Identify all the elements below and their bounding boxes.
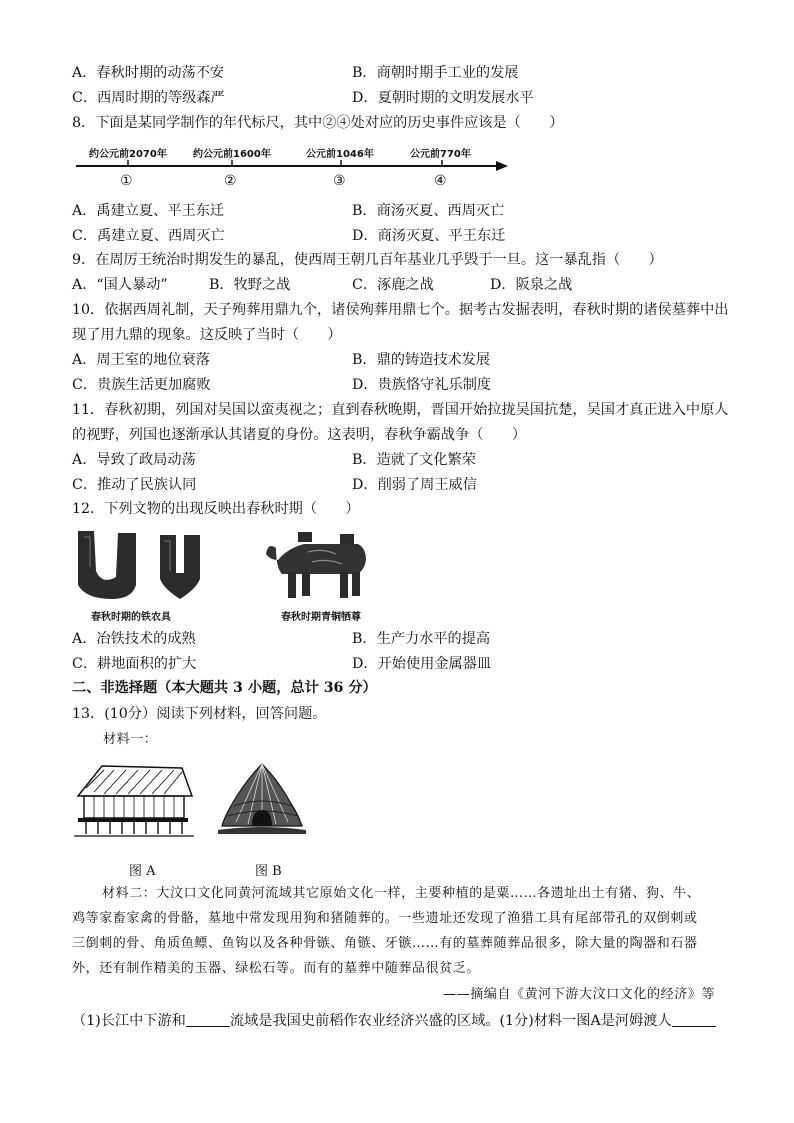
bronze-vessel-image [262, 530, 372, 602]
q9-option-c: C．涿鹿之战 [352, 277, 434, 293]
q13-sub1 [72, 1011, 716, 1031]
q7-option-a: A．春秋时期的动荡不安 [72, 65, 225, 81]
q10-stem-line2: 现了用九鼎的现象。这反映了当时（ ） [72, 327, 342, 343]
q10-option-b: B．鼎的铸造技术发展 [352, 352, 491, 368]
timeline-label-3: 公元前1046年 [306, 149, 374, 160]
q12-stem: 12．下列文物的出现反映出春秋时期（ ） [72, 501, 360, 517]
answer-blank-2[interactable] [672, 1012, 716, 1027]
q11-stem-line2: 的视野，列国也逐渐承认其诸夏的身份。这表明，春秋争霸战争（ ） [72, 427, 527, 443]
round-hut-image [216, 760, 308, 842]
q9-option-a: A．“国人暴动” [72, 277, 168, 293]
iron-tools-caption: 春秋时期的铁农具 [91, 612, 171, 623]
material-2-line2: 鸡等家畜家禽的骨骼，墓地中常发现用狗和猪随葬的。一些遗址还发现了渔猎工具有尾部带孔的双倒刺或 [72, 911, 698, 926]
q9-stem: 9．在周厉王统治时期发生的暴乱，使西周王朝几百年基业几乎毁于一旦。这一暴乱指（ ） [72, 252, 663, 268]
bronze-vessel-caption: 春秋时期青铜牺尊 [281, 612, 361, 623]
timeline-mark-2: ② [224, 173, 237, 189]
q11-option-d: D．削弱了周王威信 [352, 477, 477, 493]
q10-stem-line1: 10．依据西周礼制，天子殉葬用鼎九个，诸侯殉葬用鼎七个。据考古发掘表明，春秋时期的诸侯墓葬中出 [72, 302, 729, 318]
q7-option-c: C．西周时期的等级森严 [72, 90, 225, 106]
stilt-house-image [74, 762, 194, 842]
q8-option-c: C．禹建立夏、西周灭亡 [72, 228, 225, 244]
material-2-source: ——摘编自《黄河下游大汶口文化的经济》等 [443, 987, 716, 1002]
figure-a-caption: 图 A [129, 864, 156, 879]
q13-sub1-part-b: 流域是我国史前稻作农业经济兴盛的区域。(1分)材料一图A是河姆渡人 [229, 1013, 672, 1029]
q11-option-c: C．推动了民族认同 [72, 477, 197, 493]
timeline-label-1: 约公元前2070年 [89, 149, 167, 160]
timeline-mark-1: ① [120, 173, 133, 189]
q13-sub1-part-a: （1)长江中下游和 [72, 1013, 186, 1029]
q11-option-b: B．造就了文化繁荣 [352, 452, 476, 468]
figure-b-caption: 图 B [255, 864, 282, 879]
q12-option-d: D．开始使用金属器皿 [352, 656, 492, 672]
q8-stem: 8．下面是某同学制作的年代标尺，其中②④处对应的历史事件应该是（ ） [72, 115, 564, 131]
material-2-line1: 材料二：大汶口文化同黄河流域其它原始文化一样，主要种植的是粟……各遗址出土有猪、狗、牛、 [102, 886, 701, 901]
timeline-mark-3: ③ [333, 173, 346, 189]
q12-option-b: B．生产力水平的提高 [352, 631, 491, 647]
q10-option-c: C．贵族生活更加腐败 [72, 377, 211, 393]
q12-option-c: C．耕地面积的扩大 [72, 656, 197, 672]
q10-option-d: D．贵族恪守礼乐制度 [352, 377, 492, 393]
q8-option-a: A．禹建立夏、平王东迁 [72, 203, 225, 219]
q10-option-a: A．周王室的地位衰落 [72, 352, 210, 368]
iron-farm-tools-image [72, 527, 222, 602]
q8-option-b: B．商汤灭夏、西周灭亡 [352, 203, 505, 219]
answer-blank-1[interactable] [186, 1012, 230, 1027]
q7-option-b: B．商朝时期手工业的发展 [352, 65, 519, 81]
material-2-line3: 三倒刺的骨、角质鱼鳔、鱼钩以及各种骨镞、角镞、牙镞……有的墓葬随葬品很多，除大量的陶器和石器 [72, 936, 698, 951]
timeline-label-2: 约公元前1600年 [193, 149, 271, 160]
timeline-label-4: 公元前770年 [410, 149, 471, 160]
timeline-mark-4: ④ [434, 173, 447, 189]
q11-option-a: A．导致了政局动荡 [72, 452, 196, 468]
q8-option-d: D．商汤灭夏、平王东迁 [352, 228, 506, 244]
q11-stem-line1: 11．春秋初期，列国对吴国以蛮夷视之；直到春秋晚期，晋国开始拉拢吴国抗楚，吴国才真正进入中原人 [72, 402, 729, 418]
q13-stem: 13．(10分）阅读下列材料，回答问题。 [72, 706, 327, 722]
q9-option-d: D．阪泉之战 [490, 277, 573, 293]
q7-option-d: D．夏朝时期的文明发展水平 [352, 90, 534, 106]
q9-option-b: B．牧野之战 [209, 277, 291, 293]
material-2-line4: 外，还有制作精美的玉器、绿松石等。而有的墓葬中随葬品很贫乏。 [72, 961, 481, 976]
section-2-title: 二、非选择题（本大题共 3 小题，总计 36 分） [72, 680, 377, 696]
material-1-label: 材料一： [103, 732, 158, 747]
q12-option-a: A．冶铁技术的成熟 [72, 631, 196, 647]
